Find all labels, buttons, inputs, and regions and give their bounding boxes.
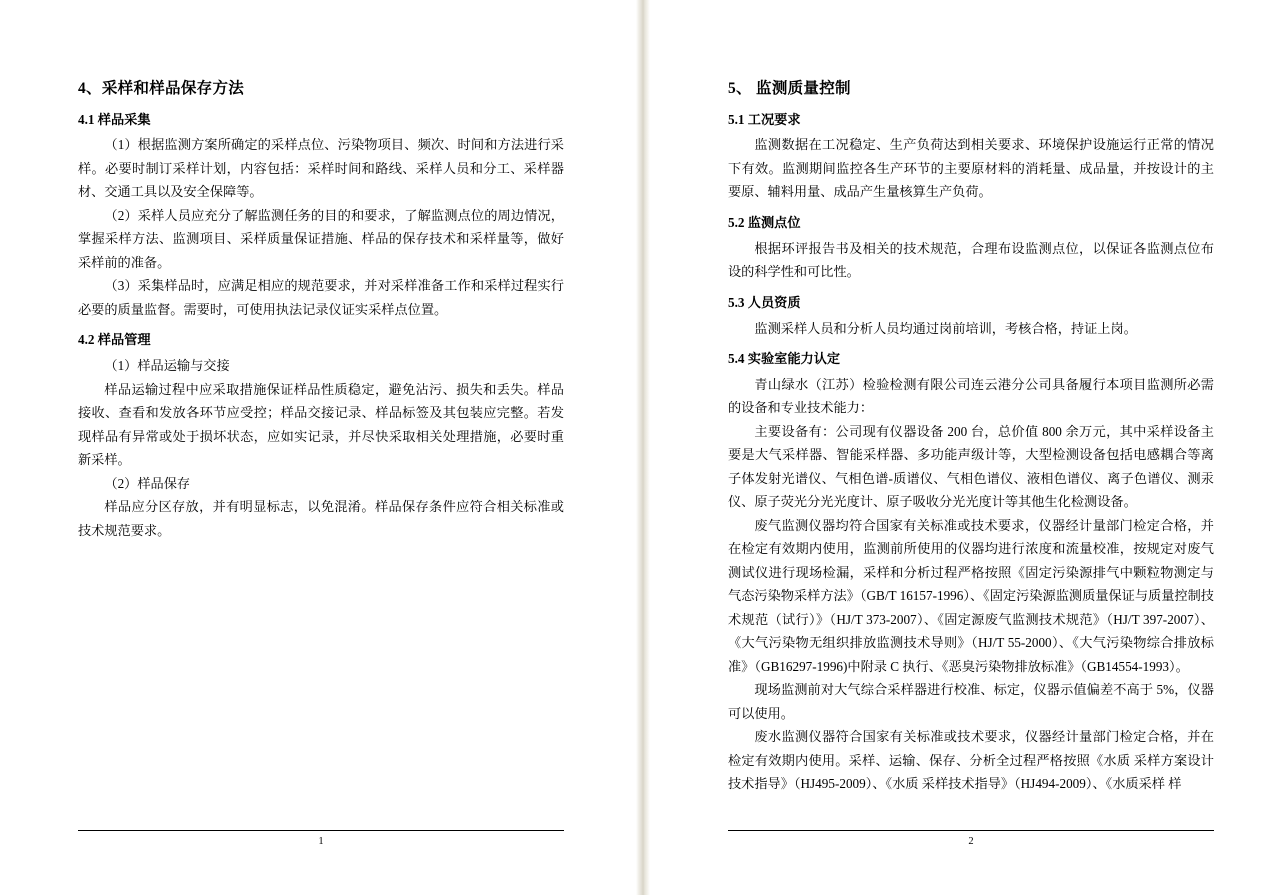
paragraph: 样品运输过程中应采取措施保证样品性质稳定，避免沾污、损失和丢失。样品接收、查看和发放各环节应受控；样品交接记录、样品标签及其包装应完整。若发现样品有异常或处于损坏状态，应如实记录，并尽快采取相关处理措施，必要时重新采样。 xyxy=(78,381,564,468)
paragraph: （2）采样人员应充分了解监测任务的目的和要求，了解监测点位的周边情况，掌握采样方法、监测项目、采样质量保证措施、样品的保存技术和采样量等，做好采样前的准备。 xyxy=(78,207,564,270)
section-5-3-heading: 5.3 人员资质 xyxy=(728,294,801,310)
paragraph: 样品应分区存放，并有明显标志，以免混淆。样品保存条件应符合相关标准或技术规范要求。 xyxy=(78,499,564,538)
page-left-footer xyxy=(78,830,564,847)
paragraph: 主要设备有：公司现有仪器设备 200 台，总价值 800 余万元，其中采样设备主要是大气采样器、智能采样器、多功能声级计等，大型检测设备包括电感耦合等离子体发射光谱仪、气相色谱-质谱仪、气相色谱仪、液相色谱仪、离子色谱仪、测汞仪、原子荧光分光光度计、原子吸收分光光度计等其他生化检测设备。 xyxy=(728,423,1214,510)
page-left xyxy=(0,0,636,895)
section-5-2-heading: 5.2 监测点位 xyxy=(728,214,801,230)
paragraph: 青山绿水（江苏）检验检测有限公司连云港分公司具备履行本项目监测所必需的设备和专业技术能力： xyxy=(728,376,1214,416)
paragraph: （3）采集样品时，应满足相应的规范要求，并对采样准备工作和采样过程实行必要的质量监督。需要时，可使用执法记录仪证实采样点位置。 xyxy=(78,278,564,317)
section-4-2-heading: 4.2 样品管理 xyxy=(78,332,151,348)
paragraph: 监测数据在工况稳定、生产负荷达到相关要求、环境保护设施运行正常的情况下有效。监测期间监控各生产环节的主要原材料的消耗量、成品量，并按设计的主要原、辅料用量、成品产生量核算生产负荷。 xyxy=(728,137,1214,200)
book-gutter xyxy=(636,0,650,895)
paragraph: 废气监测仪器均符合国家有关标准或技术要求，仪器经计量部门检定合格，并在检定有效期内使用，监测前所使用的仪器均进行浓度和流量校准，按规定对废气测试仪进行现场检漏，采样和分析过程严格按照《固定污染源排气中颗粒物测定与气态污染物采样方法》（GB/T 16157-1996）、《固定污染源监测质量保证与质量控制技术规范（试行）》（HJ/T 373-2007）、《固定源废气监测技术规范》（HJ/T 397-2007）、《大气污染物无组织排放监测技术导则》（HJ/T 55-2000）、《大气污染物综合排放标准》（GB16297-1996)中附录 C 执行、《恶臭污染物排放标准》（GB14554-1993）。 xyxy=(728,517,1214,674)
paragraph: （1）样品运输与交接 xyxy=(104,358,230,374)
paragraph: 监测采样人员和分析人员均通过岗前培训，考核合格，持证上岗。 xyxy=(754,320,1137,336)
page-right-content xyxy=(728,78,1214,796)
paragraph: 现场监测前对大气综合采样器进行校准、标定，仪器示值偏差不高于 5%，仪器可以使用。 xyxy=(728,682,1214,721)
section-4-1-heading: 4.1 样品采集 xyxy=(78,111,151,127)
paragraph: 根据环评报告书及相关的技术规范，合理布设监测点位，以保证各监测点位布设的科学性和可比性。 xyxy=(728,240,1214,280)
page-right-heading: 5、 监测质量控制 xyxy=(728,80,851,97)
page-left-content xyxy=(78,78,564,542)
paragraph: （2）样品保存 xyxy=(104,475,191,491)
page-right xyxy=(650,0,1286,895)
paragraph: （1）根据监测方案所确定的采样点位、污染物项目、频次、时间和方法进行采样。必要时制订采样计划，内容包括：采样时间和路线、采样人员和分工、采样器材、交通工具以及安全保障等。 xyxy=(78,137,564,200)
paragraph: 废水监测仪器符合国家有关标准或技术要求，仪器经计量部门检定合格，并在检定有效期内使用。采样、运输、保存、分析全过程严格按照《水质 采样方案设计技术指导》（HJ495-2009）、《水质 采样技术指导》（HJ494-2009）、《水质采样 样 xyxy=(728,729,1214,792)
page-number: 1 xyxy=(318,836,324,847)
section-5-4-heading: 5.4 实验室能力认定 xyxy=(728,351,841,367)
section-5-1-heading: 5.1 工况要求 xyxy=(728,111,801,127)
page-number: 2 xyxy=(968,836,974,847)
page-right-footer xyxy=(728,830,1214,847)
page-left-heading: 4、采样和样品保存方法 xyxy=(78,80,245,97)
